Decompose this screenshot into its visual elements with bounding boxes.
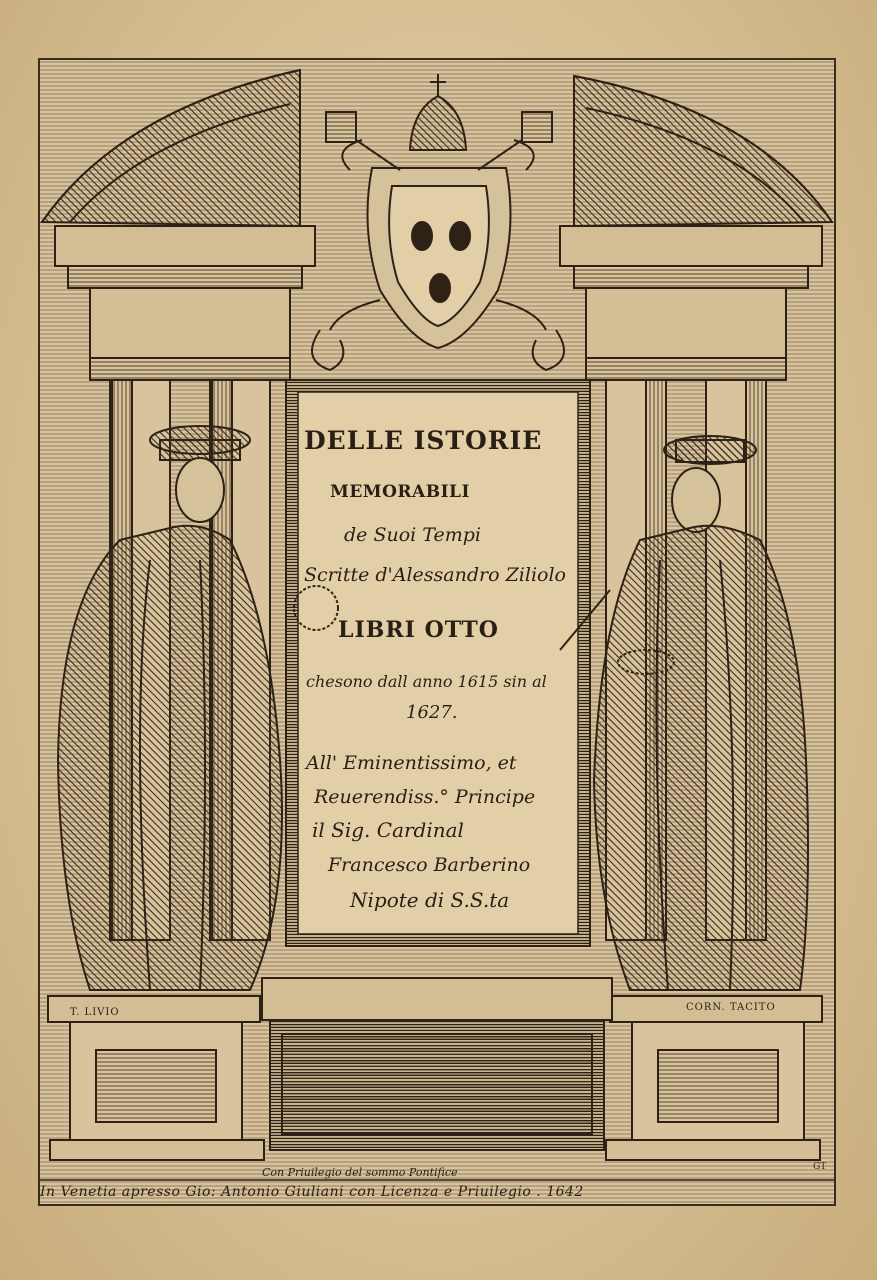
books-line: LIBRI OTTO bbox=[338, 617, 499, 643]
dedication-line-2: Reuerendiss.° Principe bbox=[314, 786, 536, 808]
dedication-line-4: Francesco Barberino bbox=[328, 854, 531, 876]
engraver-monogram: GT bbox=[813, 1162, 827, 1172]
pedestal-label-left: T. LIVIO bbox=[70, 1007, 120, 1018]
dedication-line-3: il Sig. Cardinal bbox=[312, 818, 464, 842]
imprint-line: In Venetia apresso Gio: Antonio Giuliani con Licenza e Priuilegio . 1642 bbox=[40, 1184, 584, 1200]
years-line: chesono dall anno 1615 sin al bbox=[306, 672, 547, 691]
privilege-line: Con Priuilegio del sommo Pontifice bbox=[262, 1166, 458, 1179]
pedestal-label-right: CORN. TACITO bbox=[686, 1002, 776, 1013]
title-line-1: DELLE ISTORIE bbox=[304, 426, 543, 455]
title-line-3: de Suoi Tempi bbox=[344, 524, 481, 546]
title-line-2: MEMORABILI bbox=[330, 482, 470, 502]
author-line: Scritte d'Alessandro Ziliolo bbox=[304, 564, 566, 586]
title-block bbox=[300, 414, 576, 934]
dedication-line-1: All' Eminentissimo, et bbox=[306, 752, 517, 774]
dedication-line-5: Nipote di S.S.ta bbox=[350, 888, 510, 912]
years-end-line: 1627. bbox=[406, 702, 458, 723]
